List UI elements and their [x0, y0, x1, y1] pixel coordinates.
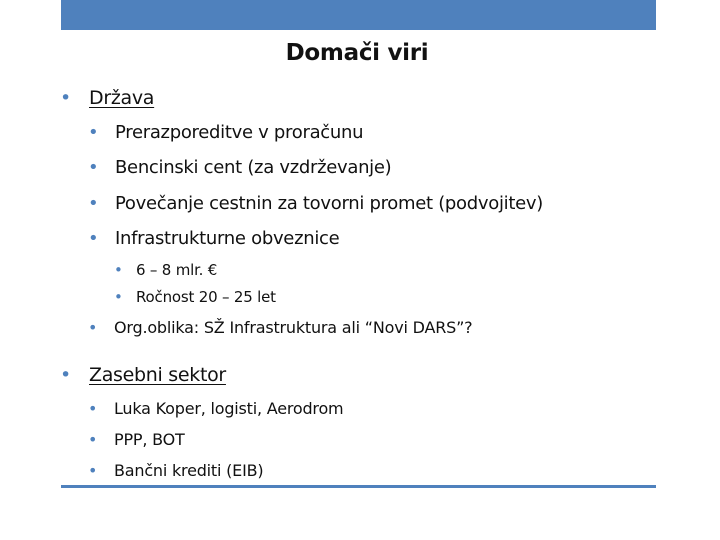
bullet-icon: •: [88, 228, 99, 249]
bullet-icon: •: [60, 87, 71, 109]
bullet-icon: •: [60, 364, 71, 386]
bullet-icon: •: [88, 430, 98, 449]
bullet-icon: •: [88, 318, 98, 337]
bullet-icon: •: [88, 461, 98, 480]
bullet-icon: •: [88, 399, 98, 418]
bullet-icon: •: [88, 193, 99, 214]
slide-title: Domači viri: [285, 40, 429, 66]
bullet-icon: •: [88, 122, 99, 143]
header-bar: [61, 0, 656, 30]
bullet-icon: •: [114, 288, 123, 306]
bullet-icon: •: [114, 261, 123, 279]
bullet-icon: •: [88, 157, 99, 178]
bottom-divider: [61, 485, 656, 488]
